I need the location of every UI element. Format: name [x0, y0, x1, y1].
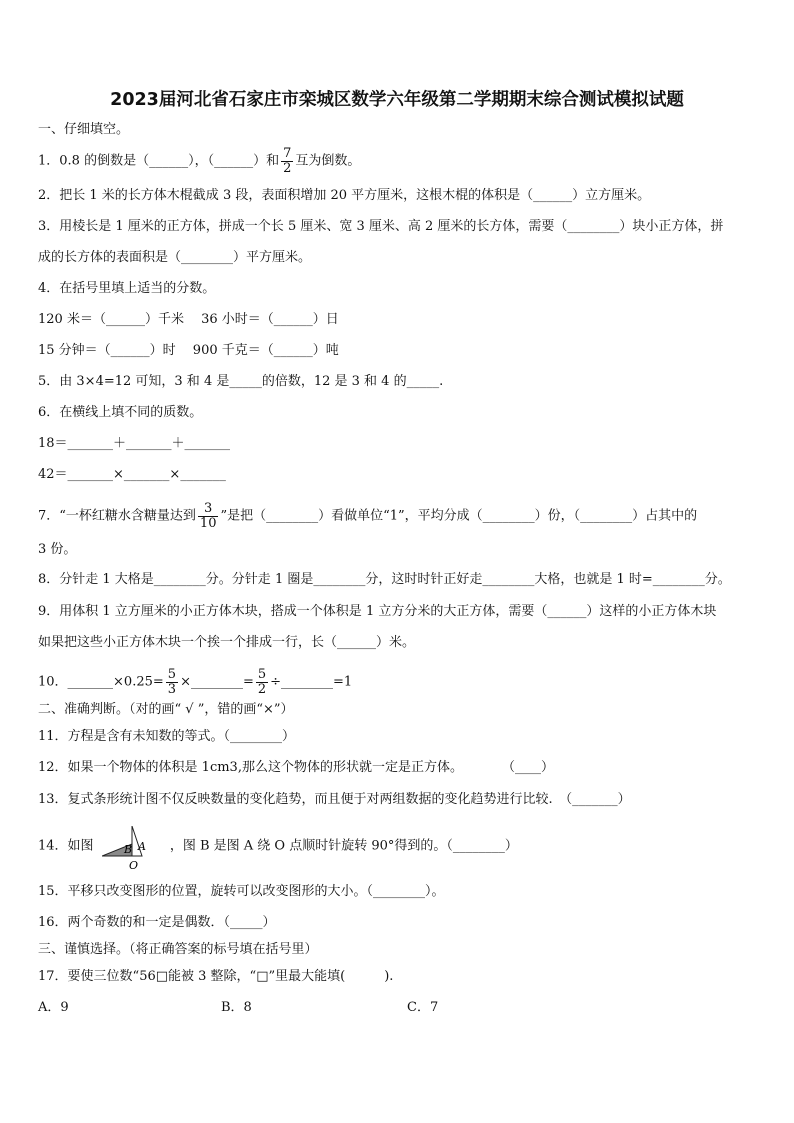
question-12: 12．如果一个物体的体积是 1cm3,那么这个物体的形状就一定是正方体。 （____） — [38, 760, 554, 775]
q7-text-b: ”是把（________）看做单位“1”，平均分成（________）份，（________）占其中的 — [220, 508, 698, 524]
question-17-options — [38, 998, 764, 1020]
question-14 — [38, 826, 764, 872]
question-4-row-1: 120 米＝（______）千米 36 小时＝（______）日 — [38, 312, 339, 327]
section-heading-judge: 二、准确判断。（对的画“ √ ”，错的画“×”） — [38, 702, 294, 717]
q1-text-a: 1．0.8 的倒数是（______），（______）和 — [38, 153, 280, 169]
question-10 — [38, 667, 764, 697]
q14-text-a: 14．如图 — [38, 838, 94, 854]
section-heading-choice: 三、谨慎选择。（将正确答案的标号填在括号里） — [38, 942, 318, 957]
rotation-figure — [102, 826, 162, 872]
question-3-line-2: 成的长方体的表面积是（________）平方厘米。 — [38, 250, 312, 265]
question-6-row-2: 42＝_______×_______×_______ — [38, 467, 226, 482]
question-11: 11．方程是含有未知数的等式。（________） — [38, 729, 296, 744]
question-3-line-1: 3．用棱长是 1 厘米的正方体，拼成一个长 5 厘米、宽 3 厘米、高 2 厘米的长方体，需要（________）块小正方体，拼 — [38, 219, 724, 234]
q10-fraction-1 — [166, 668, 178, 696]
question-1 — [38, 146, 764, 176]
q1-fraction — [281, 147, 293, 175]
page-title: 2023届河北省石家庄市栾城区数学六年级第二学期期末综合测试模拟试题 — [110, 90, 684, 110]
question-13: 13．复式条形统计图不仅反映数量的变化趋势，而且便于对两组数据的变化趋势进行比较. （_______） — [38, 792, 631, 807]
q7-frac-den: 10 — [199, 515, 217, 531]
q7-frac-num: 3 — [198, 502, 219, 517]
label-o: O — [128, 859, 138, 872]
option-b: B．8 — [221, 1000, 252, 1015]
q10-text-b: ×________= — [180, 674, 254, 690]
q10-fraction-2 — [256, 668, 268, 696]
q10-text-a: 10．_______×0.25= — [38, 674, 164, 690]
question-4-row-2: 15 分钟＝（______）时 900 千克＝（______）吨 — [38, 343, 339, 358]
option-c: C．7 — [407, 1000, 439, 1015]
option-a: A．9 — [38, 1000, 69, 1015]
q10-frac1-den: 3 — [167, 681, 177, 697]
question-5: 5．由 3×4=12 可知，3 和 4 是_____的倍数，12 是 3 和 4 的_____. — [38, 374, 444, 389]
q10-frac2-num: 5 — [257, 667, 267, 682]
q10-frac2-den: 2 — [257, 681, 267, 697]
question-6-row-1: 18＝_______＋_______＋_______ — [38, 436, 231, 451]
question-6: 6．在横线上填不同的质数。 — [38, 405, 203, 420]
question-7-line-2: 3 份。 — [38, 542, 77, 557]
q1-text-b: 互为倒数。 — [295, 153, 361, 169]
question-16: 16．两个奇数的和一定是偶数．（_____） — [38, 915, 276, 930]
q1-frac-num: 7 — [283, 146, 292, 161]
question-2: 2．把长 1 米的长方体木棍截成 3 段，表面积增加 20 平方厘米，这根木棍的体积是（______）立方厘米。 — [38, 188, 651, 203]
q14-text-b: ，图 B 是图 A 绕 O 点顺时针旋转 90°得到的。（________） — [169, 838, 518, 854]
question-4: 4．在括号里填上适当的分数。 — [38, 281, 216, 296]
q10-text-c: ÷________=1 — [270, 674, 353, 690]
q7-text-a: 7．“一杯红糖水含糖量达到 — [38, 508, 196, 524]
question-15: 15．平移只改变图形的位置，旋转可以改变图形的大小。（________）。 — [38, 884, 445, 899]
q7-fraction — [198, 502, 219, 530]
question-9-line-1: 9．用体积 1 立方厘米的小正方体木块，搭成一个体积是 1 立方分米的大正方体，需要（______）这样的小正方体木块 — [38, 604, 717, 619]
q10-frac1-num: 5 — [167, 667, 177, 682]
question-9-line-2: 如果把这些小正方体木块一个挨一个排成一行，长（______）米。 — [38, 635, 416, 650]
question-17: 17．要使三位数“56□能被 3 整除，“□”里最大能填( ). — [38, 969, 394, 984]
q1-frac-den: 2 — [283, 160, 292, 176]
question-8: 8．分针走 1 大格是________分。分针走 1 圈是________分，这时时针正好走________大格，也就是 1 时=________分。 — [38, 572, 731, 587]
label-b: B — [123, 843, 132, 856]
rotation-figure-svg — [102, 826, 162, 872]
section-heading-fill: 一、仔细填空。 — [38, 122, 130, 137]
question-7 — [38, 501, 764, 531]
label-a: A — [137, 840, 146, 853]
